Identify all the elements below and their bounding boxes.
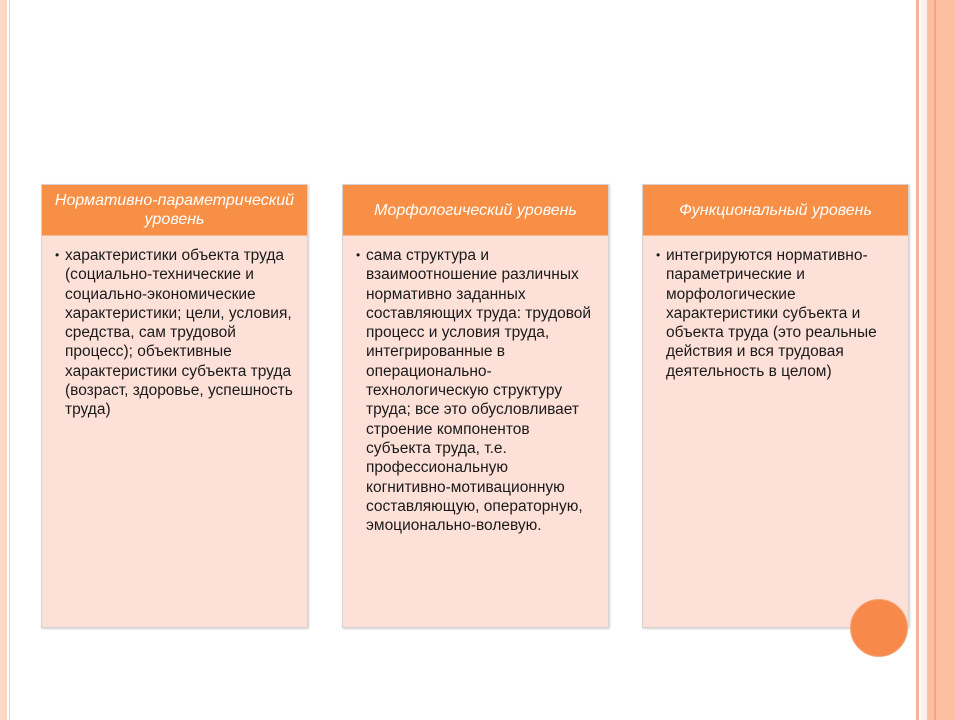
right-decor-stripe <box>927 0 955 720</box>
column-header <box>42 185 307 236</box>
left-decor-line <box>9 0 10 720</box>
column-functional <box>642 184 909 628</box>
bullet-icon: • <box>656 248 661 262</box>
decorative-circle-icon <box>850 599 908 657</box>
list-item-text: сама структура и взаимоотношение различных нормативно заданных составляющих труда: трудовой процесс и условия труда, интегрированные в операционально-технологическую структуру труда; все это обусловливает строение компонентов субъекта труда, т.е. профессиональную когнитивно-мотивационную составляющую, операторную, эмоционально-волевую. <box>366 247 592 535</box>
column-morphological <box>342 184 609 628</box>
column-body <box>343 236 608 535</box>
list-item <box>55 246 295 420</box>
bullet-icon: • <box>55 248 60 262</box>
column-body <box>42 236 307 420</box>
left-decor-stripe <box>0 0 7 720</box>
right-decor-line-outer <box>916 0 919 720</box>
column-title: Морфологический уровень <box>374 201 577 219</box>
column-normative-parametric <box>41 184 308 628</box>
list-item <box>356 246 596 535</box>
right-decor-line-inner <box>934 0 936 720</box>
list-item-text: характеристики объекта труда (социально-технические и социально-экономические характеристики; цели, условия, средства, сам трудовой процесс); объективные характеристики субъекта труда (возраст, здоровье, успешность труда) <box>65 247 293 419</box>
column-title: Нормативно-параметрический уровень <box>54 192 295 228</box>
list-item-text: интегрируются нормативно-параметрические и морфологические характеристики субъекта и объекта труда (это реальные действия и вся трудовая деятельность в целом) <box>666 247 877 380</box>
column-header <box>643 185 908 236</box>
list-item <box>656 246 896 381</box>
column-body <box>643 236 908 381</box>
column-title: Функциональный уровень <box>679 201 872 219</box>
column-header <box>343 185 608 236</box>
bullet-icon: • <box>356 248 361 262</box>
